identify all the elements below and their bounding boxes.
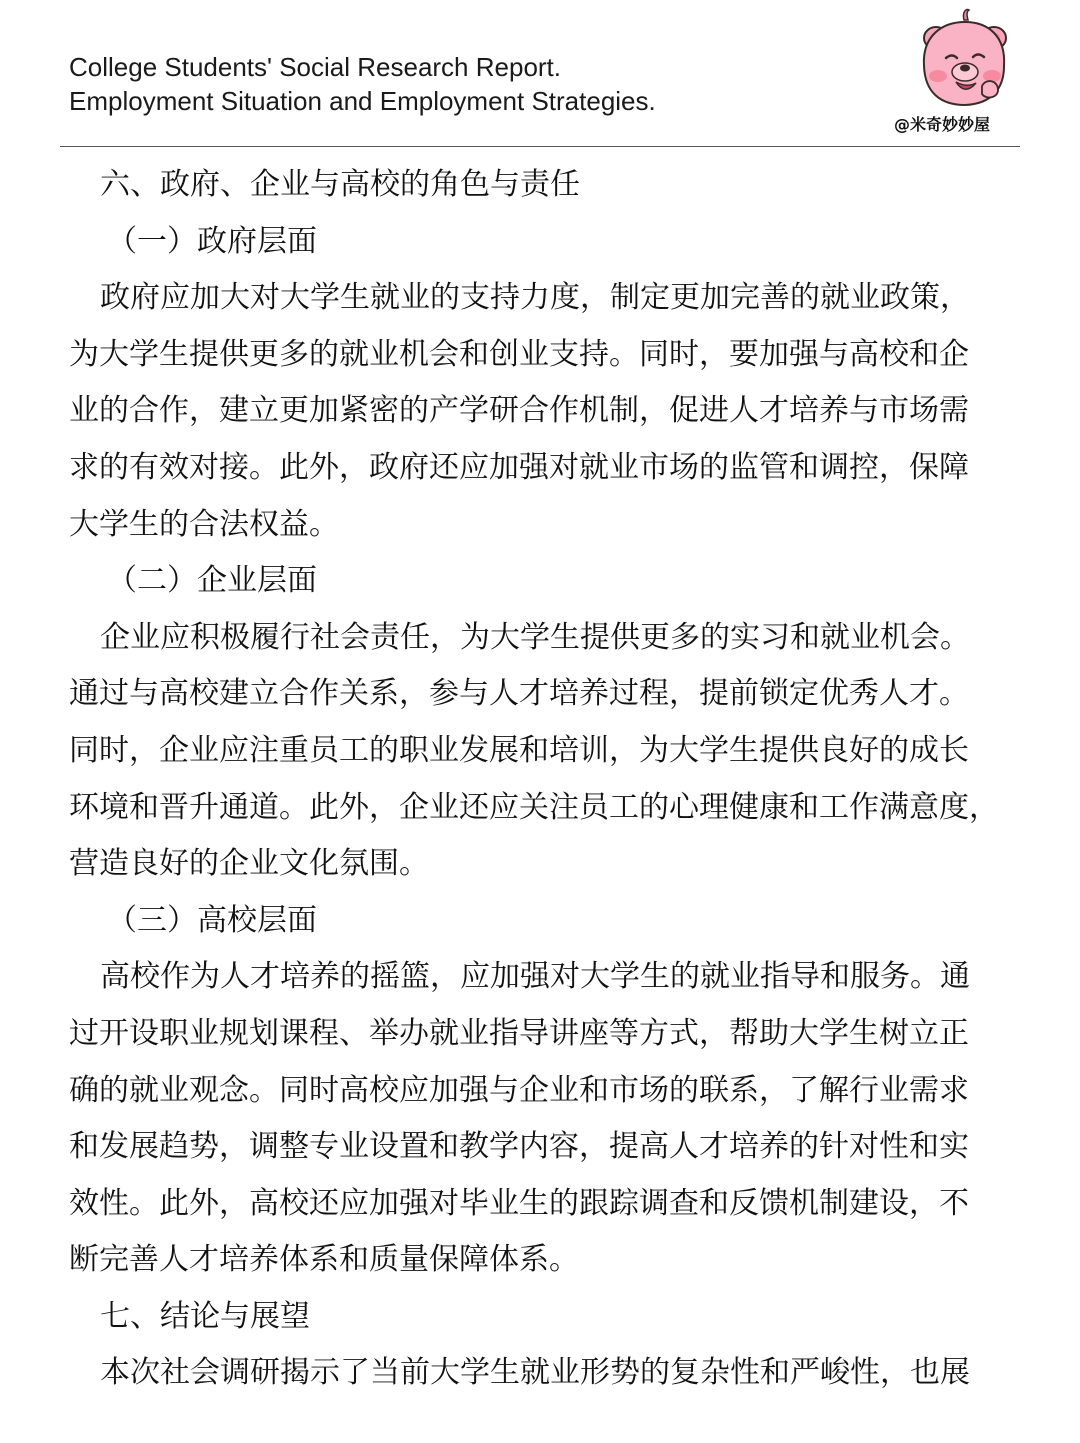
paragraph-line: 确的就业观念。同时高校应加强与企业和市场的联系，了解行业需求 xyxy=(69,1072,969,1108)
section-heading: 七、结论与展望 xyxy=(100,1298,310,1334)
subsection-heading: （三）高校层面 xyxy=(107,902,317,938)
header-divider xyxy=(60,146,1020,147)
paragraph-line: 断完善人才培养体系和质量保障体系。 xyxy=(69,1242,579,1278)
paragraph-line: 同时，企业应注重员工的职业发展和培训，为大学生提供良好的成长 xyxy=(69,732,969,768)
paragraph-line: 为大学生提供更多的就业机会和创业支持。同时，要加强与高校和企 xyxy=(69,336,969,372)
paragraph-line: 通过与高校建立合作关系，参与人才培养过程，提前锁定优秀人才。 xyxy=(69,676,969,712)
pink-bear-mascot-icon xyxy=(912,6,1012,110)
paragraph-line: 营造良好的企业文化氛围。 xyxy=(69,846,429,882)
paragraph-line: 高校作为人才培养的摇篮，应加强对大学生的就业指导和服务。通 xyxy=(100,959,970,995)
paragraph-line: 本次社会调研揭示了当前大学生就业形势的复杂性和严峻性，也展 xyxy=(100,1355,970,1391)
paragraph-line: 环境和晋升通道。此外，企业还应关注员工的心理健康和工作满意度， xyxy=(69,789,999,825)
paragraph-line: 求的有效对接。此外，政府还应加强对就业市场的监管和调控，保障 xyxy=(69,449,969,485)
author-watermark: @米奇妙妙屋 xyxy=(894,115,991,134)
paragraph-line: 政府应加大对大学生就业的支持力度，制定更加完善的就业政策， xyxy=(100,280,970,316)
page-header xyxy=(0,0,1080,148)
subsection-heading: （一）政府层面 xyxy=(107,223,317,259)
paragraph-line: 业的合作，建立更加紧密的产学研合作机制，促进人才培养与市场需 xyxy=(69,393,969,429)
paragraph-line: 和发展趋势，调整专业设置和教学内容，提高人才培养的针对性和实 xyxy=(69,1129,969,1165)
report-title-line: Employment Situation and Employment Strategies. xyxy=(69,86,656,116)
paragraph-line: 效性。此外，高校还应加强对毕业生的跟踪调查和反馈机制建设，不 xyxy=(69,1185,969,1221)
report-body xyxy=(69,157,1014,1402)
report-title xyxy=(69,50,869,118)
paragraph-line: 大学生的合法权益。 xyxy=(69,506,339,542)
paragraph-line: 过开设职业规划课程、举办就业指导讲座等方式，帮助大学生树立正 xyxy=(69,1015,969,1051)
report-title-line: College Students' Social Research Report. xyxy=(69,52,562,82)
subsection-heading: （二）企业层面 xyxy=(107,563,317,599)
paragraph-line: 企业应积极履行社会责任，为大学生提供更多的实习和就业机会。 xyxy=(100,619,970,655)
section-heading: 六、政府、企业与高校的角色与责任 xyxy=(100,167,580,202)
